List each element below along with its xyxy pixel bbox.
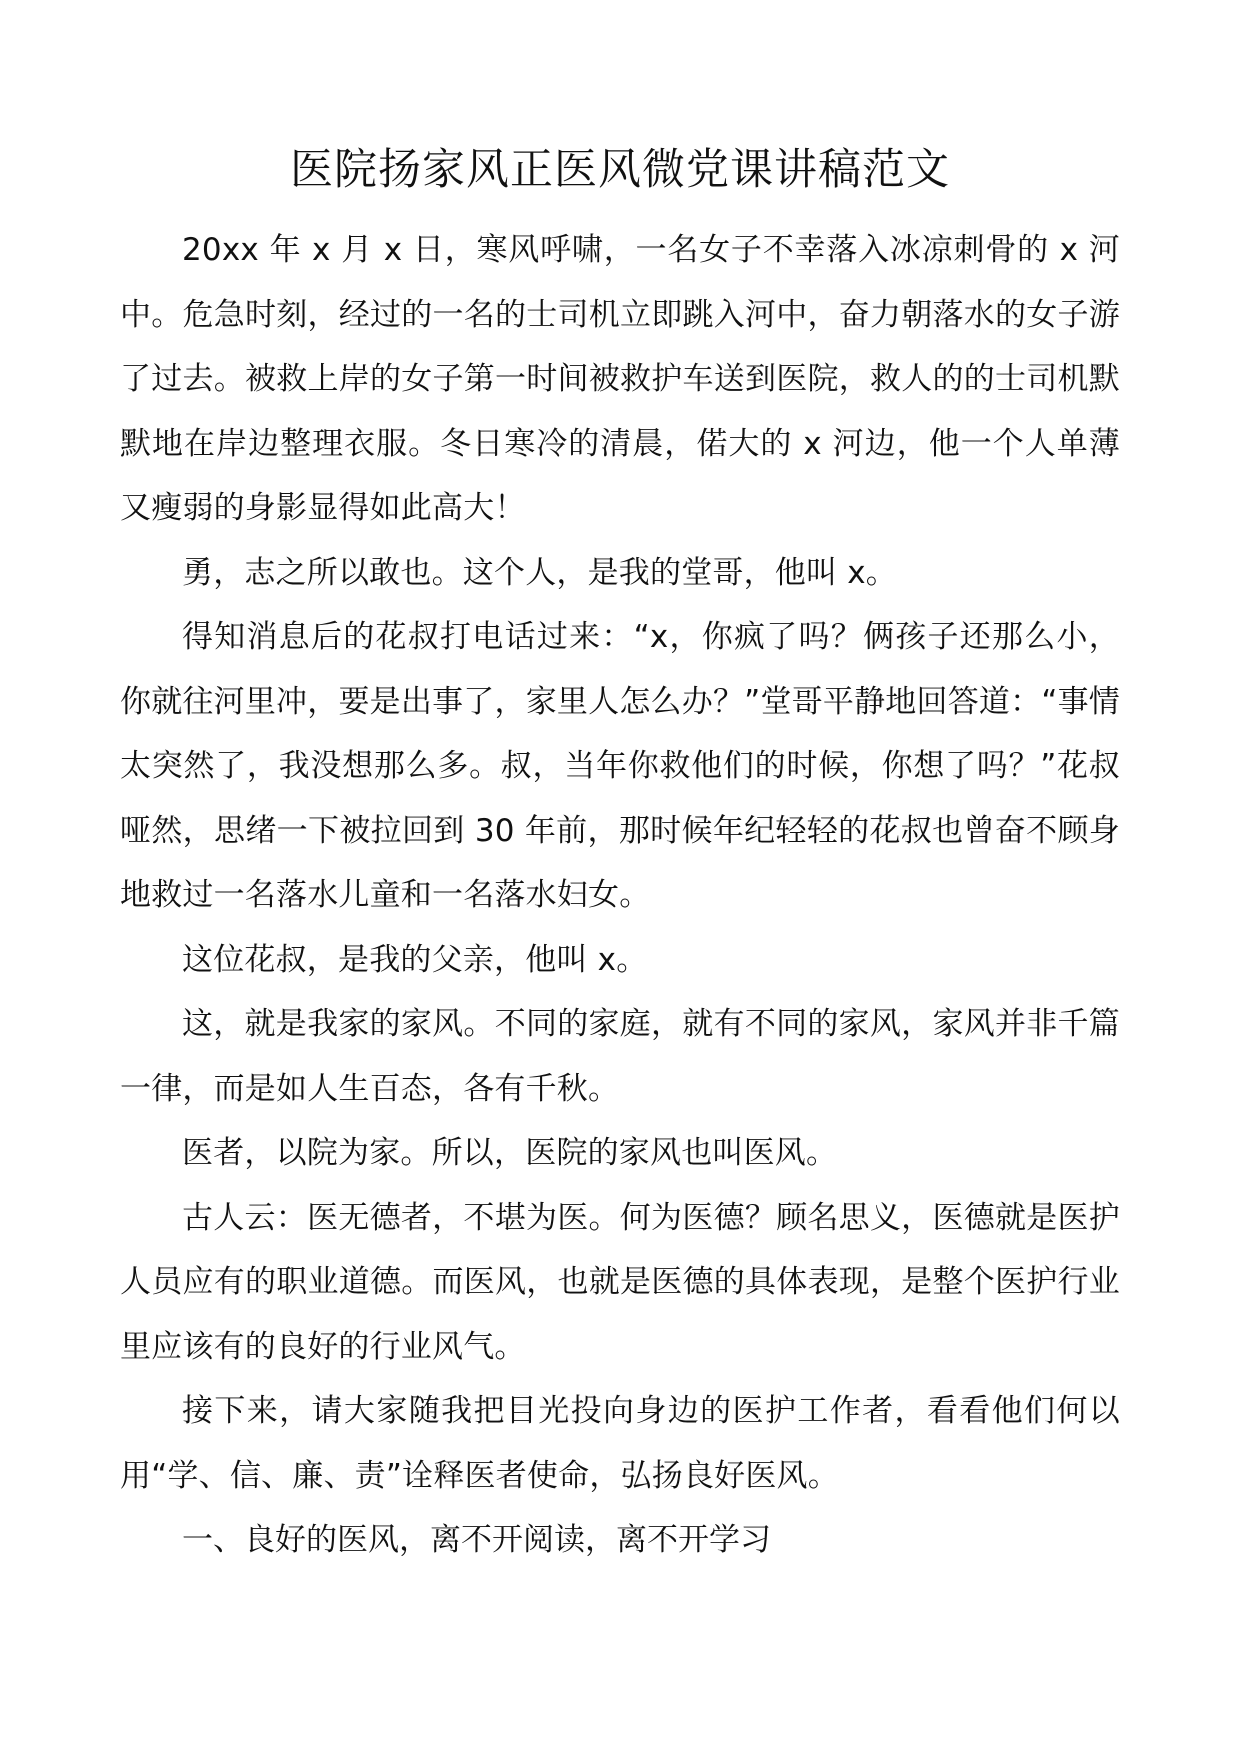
document-title: 医院扬家风正医风微党课讲稿范文 bbox=[290, 145, 950, 195]
paragraph-family-style: 这，就是我家的家风。不同的家庭，就有不同的家风，家风并非千篇一律，而是如人生百态，各有千秋。 bbox=[120, 1006, 1120, 1107]
paragraph-rescue-story: 20xx 年 x 月 x 日，寒风呼啸，一名女子不幸落入冰凉刺骨的 x 河中。危急时刻，经过的一名的士司机立即跳入河中，奋力朝落水的女子游了过去。被救上岸的女子第一时间被救护车送到医院，救人的的士司机默默地在岸边整理衣服。冬日寒冷的清晨，偌大的 x 河边，他一个人单薄又瘦弱的身影显得如此高大！ bbox=[120, 232, 1120, 526]
paragraph-introduction: 接下来，请大家随我把目光投向身边的医护工作者，看看他们何以用“学、信、廉、责”诠释医者使命，弘扬良好医风。 bbox=[120, 1393, 1120, 1494]
paragraph-phone-call: 得知消息后的花叔打电话过来：“x，你疯了吗？俩孩子还那么小，你就往河里冲，要是出事了，家里人怎么办？”堂哥平静地回答道：“事情太突然了，我没想那么多。叔，当年你救他们的时候，你想了吗？”花叔哑然，思绪一下被拉回到 30 年前，那时候年纪轻轻的花叔也曾奋不顾身地救过一名落水儿童和一名落水妇女。 bbox=[120, 619, 1120, 913]
section-heading-reading: 一、良好的医风，离不开阅读，离不开学习 bbox=[182, 1522, 771, 1558]
paragraph-cousin: 勇，志之所以敢也。这个人，是我的堂哥，他叫 x。 bbox=[182, 554, 897, 591]
paragraph-father: 这位花叔，是我的父亲，他叫 x。 bbox=[182, 941, 648, 978]
document-body bbox=[120, 218, 1120, 1573]
paragraph-medical-ethics: 古人云：医无德者，不堪为医。何为医德？顾名思义，医德就是医护人员应有的职业道德。而医风，也就是医德的具体表现，是整个医护行业里应该有的良好的行业风气。 bbox=[120, 1199, 1120, 1365]
paragraph-hospital-style: 医者，以院为家。所以，医院的家风也叫医风。 bbox=[182, 1135, 838, 1171]
